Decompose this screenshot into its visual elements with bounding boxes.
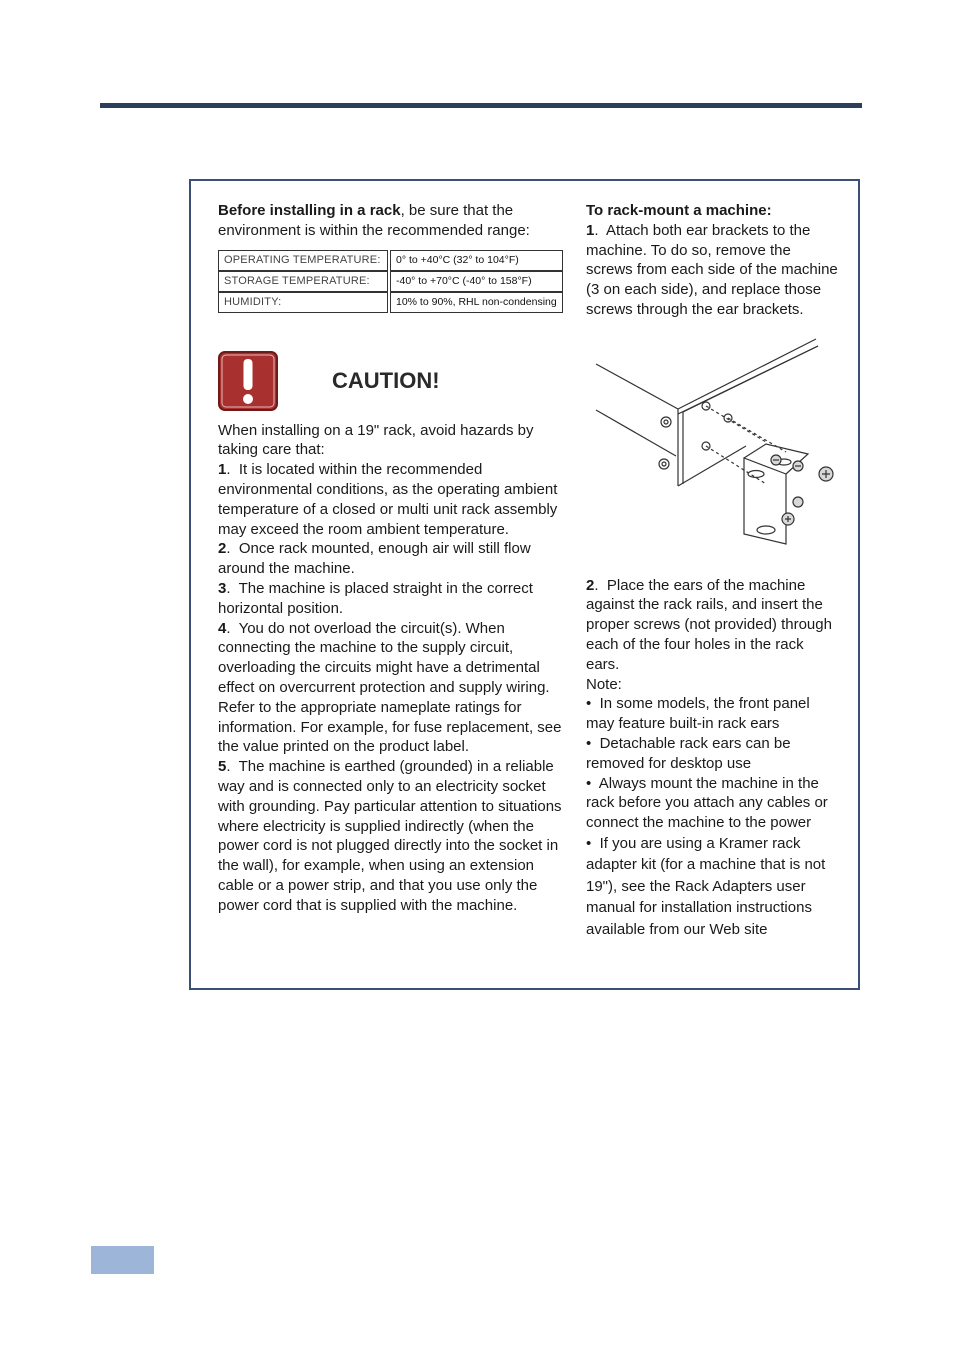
- right-title: To rack-mount a machine:: [586, 202, 772, 219]
- left-column: [218, 201, 570, 916]
- list-item: • Detachable rack ears can be removed for desktop use: [586, 734, 791, 772]
- caution-intro: When installing on a 19" rack, avoid hazards by taking care that:: [218, 421, 534, 459]
- note-label: Note:: [586, 675, 622, 693]
- rack-ear-illustration: [586, 334, 838, 554]
- page-number-tab: [91, 1246, 154, 1274]
- env-label: OPERATING TEMPERATURE:: [218, 250, 388, 271]
- env-label: HUMIDITY:: [218, 292, 388, 313]
- list-item: • If you are using a Kramer rack adapter kit (for a machine that is not 19"), see the Rack Adapters user manual for installation instructions available from our Web site: [586, 834, 826, 938]
- caution-title: CAUTION!: [332, 367, 440, 393]
- env-value: -40° to +70°C (-40° to 158°F): [390, 271, 563, 292]
- table-row: [218, 250, 563, 271]
- env-label: STORAGE TEMPERATURE:: [218, 271, 388, 292]
- exclamation-icon: [218, 351, 278, 411]
- rack-mount-box: [189, 179, 860, 990]
- list-item: 1. It is located within the recommended environmental conditions, as the operating ambient temperature of a closed or multi unit rack assembly may exceed the room ambient temperature.: [218, 461, 558, 538]
- list-item: • Always mount the machine in the rack before you attach any cables or connect the machine to the power: [586, 774, 828, 832]
- caution-header: [218, 351, 570, 411]
- intro-paragraph: [218, 201, 570, 241]
- environment-table: [218, 250, 563, 313]
- list-item: 4. You do not overload the circuit(s). When connecting the machine to the supply circuit, overloading the circuits might have a detrimental effect on overcurrent protection and supply wiring. Refer to the appropriate nameplate ratings for information. For example, for fuse replacement, see the value printed on the product label.: [218, 619, 562, 756]
- list-item: 2. Once rack mounted, enough air will still flow around the machine.: [218, 540, 531, 578]
- table-row: [218, 292, 563, 313]
- table-row: [218, 271, 563, 292]
- intro-bold: Before installing in a rack: [218, 202, 401, 219]
- step-1: 1. Attach both ear brackets to the machine. To do so, remove the screws from each side of the machine (3 on each side), and replace those screws through the ear brackets.: [586, 221, 838, 318]
- header-rule: [100, 103, 862, 108]
- step-2: 2. Place the ears of the machine against the rack rails, and insert the proper screws (not provided) through each of the four holes in the rack ears.: [586, 576, 832, 673]
- env-value: 10% to 90%, RHL non-condensing: [390, 292, 563, 313]
- list-item: • In some models, the front panel may feature built-in rack ears: [586, 695, 810, 733]
- env-value: 0° to +40°C (32° to 104°F): [390, 250, 563, 271]
- right-column: [586, 201, 838, 940]
- list-item: 5. The machine is earthed (grounded) in a reliable way and is connected only to an electricity socket with grounding. Pay particular attention to situations where electricity is supplied indirectly (when the power cord is not plugged directly into the socket in the wall), for example, when using an extension cable or a power strip, and that you use only the power cord that is supplied with the machine.: [218, 758, 562, 914]
- list-item: 3. The machine is placed straight in the correct horizontal position.: [218, 579, 533, 617]
- intro-rest: , be sure that the environment is within the recommended range:: [218, 202, 530, 239]
